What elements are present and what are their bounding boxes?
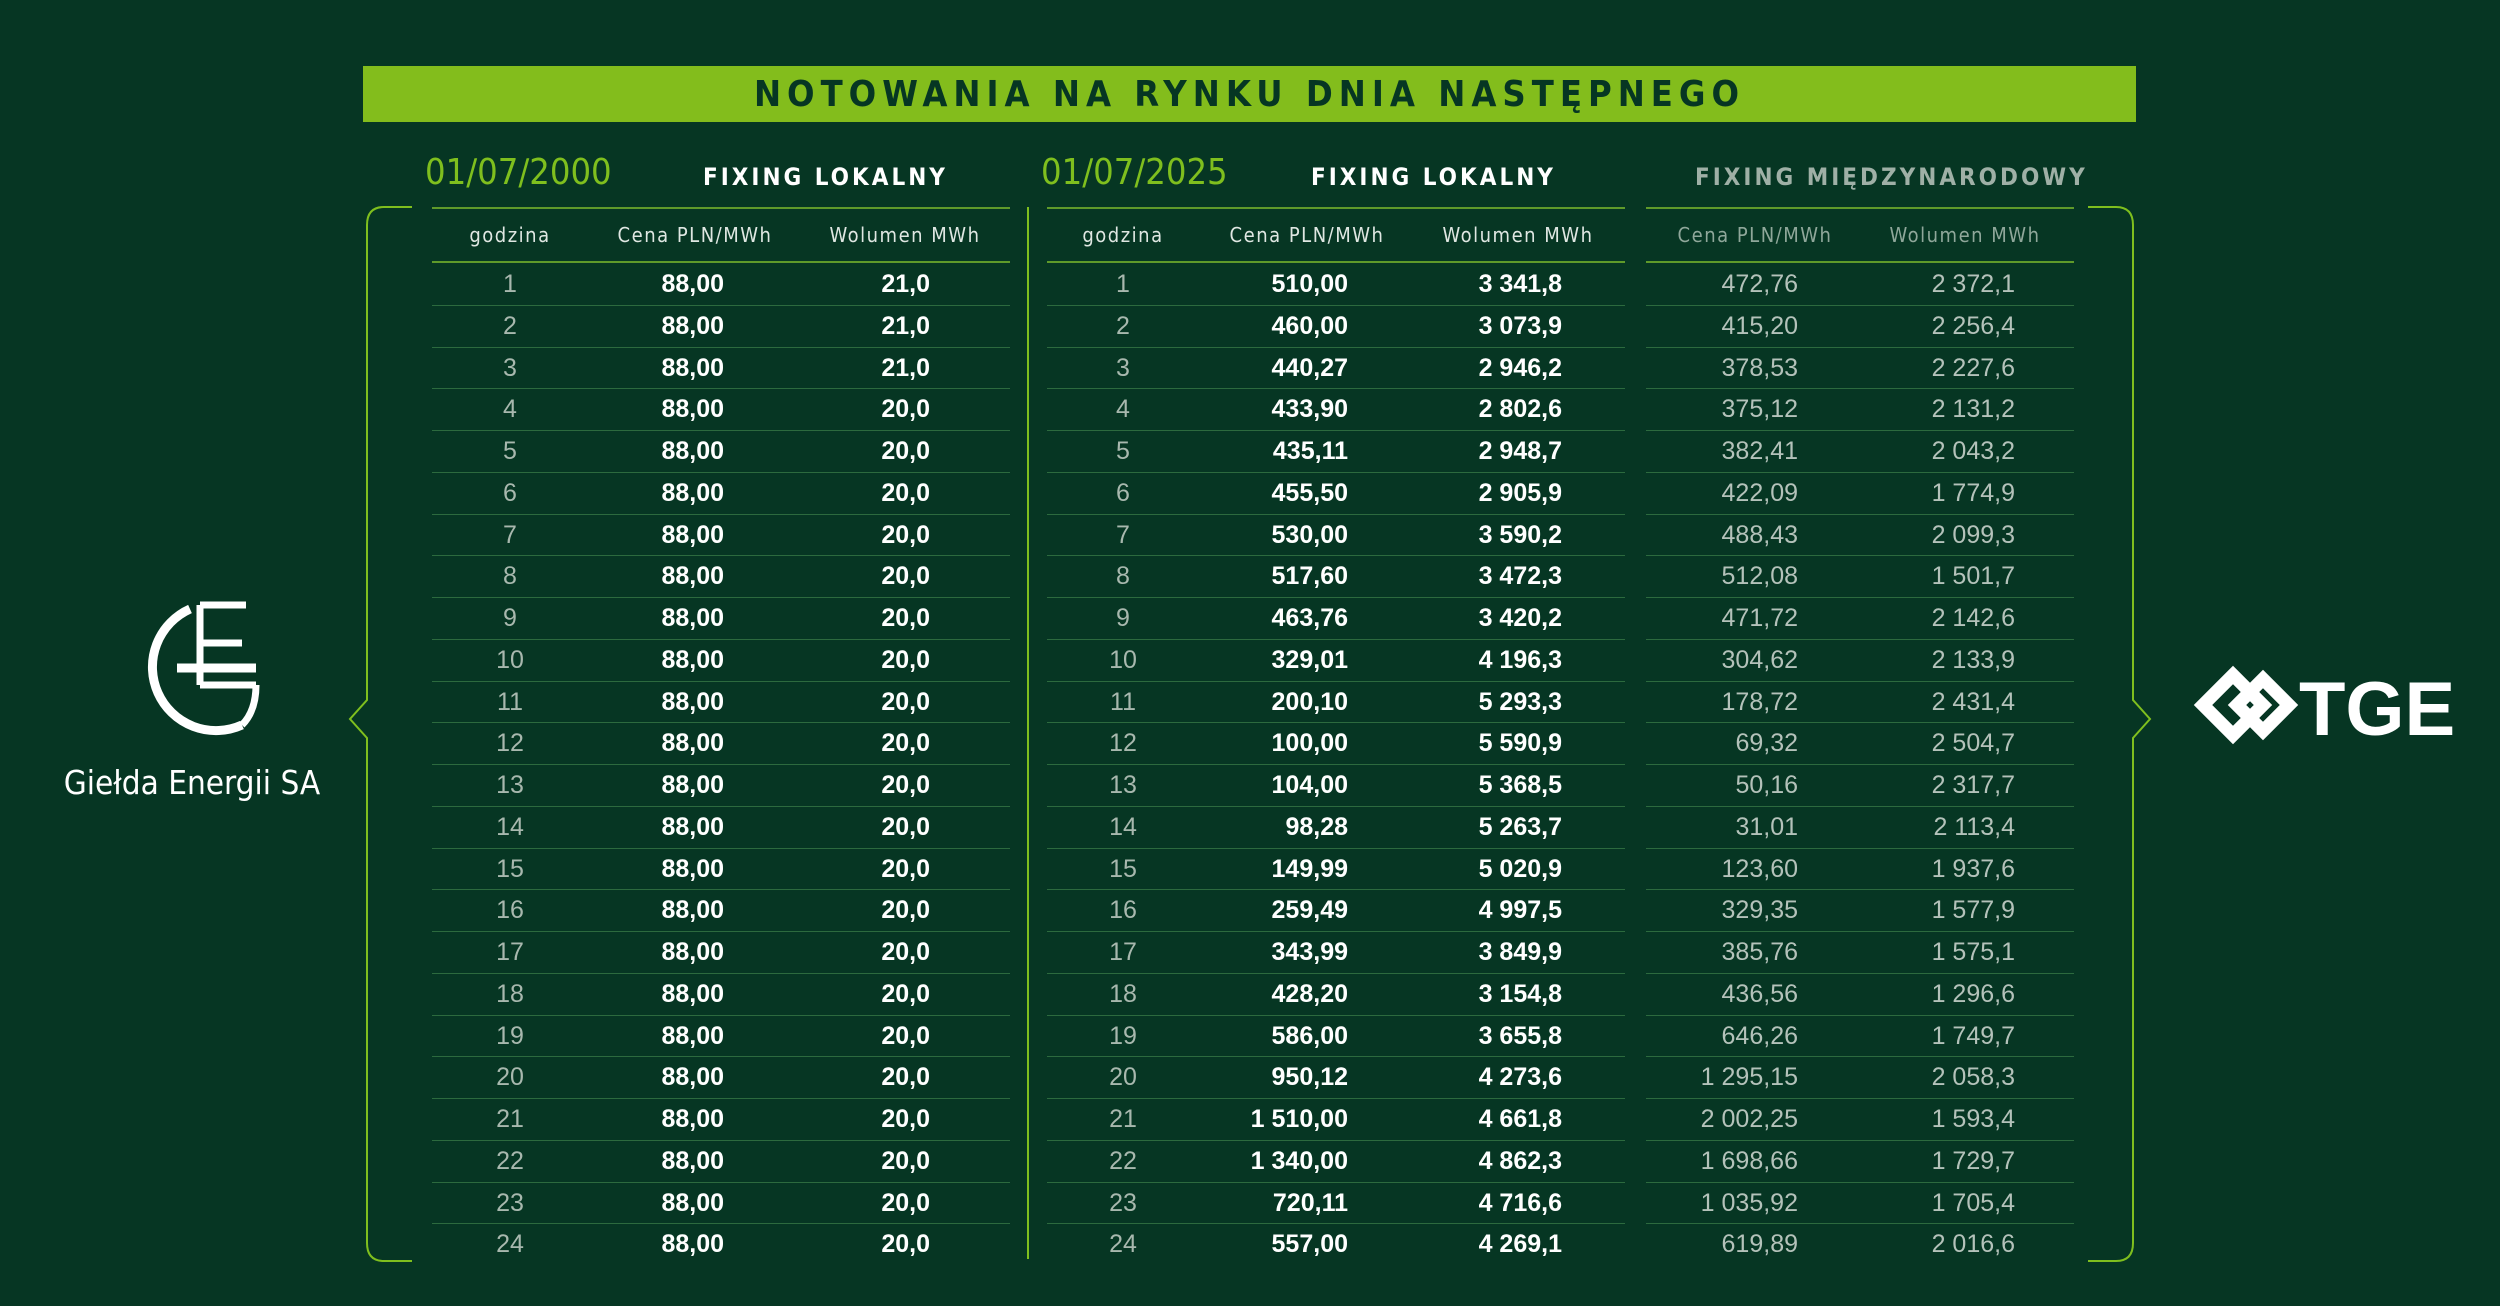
volume-cell: 4 997,5 (1478, 896, 1562, 925)
intl-price-cell: 69,32 (1735, 729, 1798, 758)
intl-volume-cell: 1 575,1 (1931, 938, 2015, 966)
volume-cell: 20,0 (881, 1063, 930, 1092)
price-cell: 1 340,00 (1250, 1146, 1348, 1175)
volume-cell: 5 293,3 (1478, 687, 1562, 716)
hour-cell: 22 (496, 1146, 524, 1175)
price-cell: 100,00 (1271, 729, 1348, 758)
intl-price-cell: 2 002,25 (1700, 1105, 1798, 1133)
price-cell: 88,00 (661, 645, 724, 674)
hour-cell: 10 (1109, 645, 1137, 674)
intl-price-cell: 1 698,66 (1700, 1146, 1798, 1175)
intl-volume-cell: 2 431,4 (1931, 687, 2015, 716)
price-cell: 329,01 (1271, 645, 1348, 674)
volume-cell: 20,0 (881, 938, 930, 966)
hour-cell: 13 (1109, 771, 1137, 799)
hour-cell: 4 (503, 395, 517, 424)
intl-volume-cell: 2 113,4 (1933, 812, 2015, 841)
hour-cell: 6 (1116, 478, 1130, 507)
hour-cell: 10 (496, 645, 524, 674)
price-cell: 88,00 (661, 1021, 724, 1050)
colhead-volume-2000: Wolumen MWh (829, 223, 981, 247)
intl-volume-cell: 1 705,4 (1931, 1188, 2015, 1217)
intl-price-cell: 436,56 (1721, 979, 1798, 1008)
hour-cell: 18 (1109, 979, 1137, 1008)
intl-price-cell: 50,16 (1735, 771, 1798, 799)
price-cell: 88,00 (661, 1063, 724, 1092)
price-cell: 88,00 (661, 604, 724, 632)
hour-cell: 11 (497, 687, 523, 716)
volume-cell: 20,0 (881, 645, 930, 674)
hour-cell: 7 (1116, 520, 1130, 549)
colhead-price-2000: Cena PLN/MWh (617, 223, 773, 247)
price-cell: 88,00 (661, 437, 724, 465)
volume-cell: 21,0 (881, 311, 930, 340)
hour-cell: 20 (496, 1063, 524, 1092)
volume-cell: 2 948,7 (1478, 437, 1562, 465)
hour-cell: 4 (1116, 395, 1130, 424)
hour-cell: 2 (1116, 311, 1130, 340)
volume-cell: 20,0 (881, 562, 930, 591)
intl-price-cell: 378,53 (1721, 353, 1798, 382)
left-brace (342, 205, 412, 1265)
price-cell: 88,00 (661, 1188, 724, 1217)
hour-cell: 24 (496, 1230, 524, 1259)
hour-cell: 17 (496, 938, 524, 966)
volume-cell: 20,0 (881, 812, 930, 841)
hour-cell: 22 (1109, 1146, 1137, 1175)
intl-volume-cell: 2 058,3 (1931, 1063, 2015, 1092)
section-title-2025: FIXING LOKALNY (1311, 163, 1556, 191)
price-cell: 586,00 (1271, 1021, 1348, 1050)
price-cell: 428,20 (1271, 979, 1348, 1008)
price-cell: 88,00 (661, 1146, 724, 1175)
intl-volume-cell: 1 937,6 (1931, 854, 2015, 883)
intl-volume-cell: 2 317,7 (1931, 771, 2015, 799)
volume-cell: 3 590,2 (1478, 520, 1562, 549)
date-2000: 01/07/2000 (425, 152, 612, 193)
volume-cell: 3 073,9 (1478, 311, 1562, 340)
volume-cell: 5 263,7 (1478, 812, 1562, 841)
intl-price-cell: 422,09 (1721, 478, 1798, 507)
intl-volume-cell: 1 729,7 (1931, 1146, 2015, 1175)
price-cell: 88,00 (661, 896, 724, 925)
price-cell: 259,49 (1271, 896, 1348, 925)
hour-cell: 19 (496, 1021, 524, 1050)
colhead-rule-intl (1646, 261, 2074, 263)
volume-cell: 3 420,2 (1478, 604, 1562, 632)
price-cell: 88,00 (661, 395, 724, 424)
intl-price-cell: 123,60 (1721, 854, 1798, 883)
price-cell: 88,00 (661, 729, 724, 758)
intl-volume-cell: 2 142,6 (1931, 604, 2015, 632)
price-cell: 88,00 (661, 687, 724, 716)
intl-volume-cell: 2 016,6 (1931, 1230, 2015, 1259)
tge-mark-icon (2193, 655, 2463, 755)
hour-cell: 3 (1116, 353, 1130, 382)
hour-cell: 18 (496, 979, 524, 1008)
price-cell: 343,99 (1271, 938, 1348, 966)
section-title-2000: FIXING LOKALNY (703, 163, 948, 191)
intl-price-cell: 471,72 (1721, 604, 1798, 632)
colhead-rule-2025 (1047, 261, 1625, 263)
volume-cell: 4 269,1 (1478, 1230, 1562, 1259)
price-cell: 433,90 (1271, 395, 1348, 424)
ge-logo-text: Giełda Energii SA (63, 763, 321, 802)
volume-cell: 20,0 (881, 437, 930, 465)
hour-cell: 3 (503, 353, 517, 382)
hour-cell: 8 (503, 562, 517, 591)
volume-cell: 20,0 (881, 729, 930, 758)
date-2025: 01/07/2025 (1041, 152, 1228, 193)
volume-cell: 5 590,9 (1478, 729, 1562, 758)
volume-cell: 2 946,2 (1478, 353, 1562, 382)
intl-volume-cell: 1 593,4 (1931, 1105, 2015, 1133)
hour-cell: 24 (1109, 1230, 1137, 1259)
volume-cell: 20,0 (881, 1105, 930, 1133)
hour-cell: 16 (496, 896, 524, 925)
hour-cell: 23 (496, 1188, 524, 1217)
volume-cell: 20,0 (881, 1146, 930, 1175)
hour-cell: 9 (503, 604, 517, 632)
volume-cell: 20,0 (881, 520, 930, 549)
price-cell: 557,00 (1271, 1230, 1348, 1259)
price-cell: 435,11 (1272, 437, 1348, 465)
intl-price-cell: 385,76 (1721, 938, 1798, 966)
price-cell: 88,00 (661, 1230, 724, 1259)
colhead-hour-2025: godzina (1082, 223, 1164, 247)
price-cell: 88,00 (661, 520, 724, 549)
price-cell: 88,00 (661, 812, 724, 841)
volume-cell: 20,0 (881, 1188, 930, 1217)
volume-cell: 20,0 (881, 896, 930, 925)
volume-cell: 20,0 (881, 395, 930, 424)
intl-volume-cell: 2 099,3 (1931, 520, 2015, 549)
price-cell: 950,12 (1271, 1063, 1348, 1092)
hour-cell: 9 (1116, 604, 1130, 632)
hour-cell: 17 (1109, 938, 1137, 966)
volume-cell: 4 196,3 (1478, 645, 1562, 674)
volume-cell: 4 273,6 (1478, 1063, 1562, 1092)
volume-cell: 3 472,3 (1478, 562, 1562, 591)
hour-cell: 13 (496, 771, 524, 799)
price-cell: 88,00 (661, 979, 724, 1008)
intl-volume-cell: 1 501,7 (1931, 562, 2015, 591)
colhead-volume-2025: Wolumen MWh (1442, 223, 1594, 247)
hour-cell: 6 (503, 478, 517, 507)
price-cell: 98,28 (1285, 812, 1348, 841)
volume-cell: 20,0 (881, 604, 930, 632)
intl-price-cell: 1 295,15 (1700, 1063, 1798, 1092)
price-cell: 88,00 (661, 1105, 724, 1133)
hour-cell: 15 (496, 854, 524, 883)
price-cell: 88,00 (661, 353, 724, 382)
intl-price-cell: 1 035,92 (1700, 1188, 1798, 1217)
hour-cell: 23 (1109, 1188, 1137, 1217)
price-cell: 149,99 (1271, 854, 1348, 883)
hour-cell: 14 (496, 812, 524, 841)
volume-cell: 2 905,9 (1478, 478, 1562, 507)
intl-price-cell: 329,35 (1721, 896, 1798, 925)
intl-price-cell: 382,41 (1721, 437, 1798, 465)
price-cell: 463,76 (1271, 604, 1348, 632)
intl-volume-cell: 1 577,9 (1931, 896, 2015, 925)
volume-cell: 20,0 (881, 687, 930, 716)
intl-volume-cell: 2 504,7 (1931, 729, 2015, 758)
intl-price-cell: 415,20 (1721, 311, 1798, 340)
section-rule-intl (1646, 207, 2074, 209)
price-cell: 88,00 (661, 938, 724, 966)
volume-cell: 4 661,8 (1478, 1105, 1562, 1133)
intl-price-cell: 619,89 (1721, 1230, 1798, 1259)
volume-cell: 4 862,3 (1478, 1146, 1562, 1175)
intl-volume-cell: 2 133,9 (1931, 645, 2015, 674)
volume-cell: 5 020,9 (1478, 854, 1562, 883)
price-cell: 88,00 (661, 562, 724, 591)
intl-price-cell: 512,08 (1721, 562, 1798, 591)
intl-volume-cell: 2 131,2 (1931, 395, 2015, 424)
hour-cell: 2 (503, 311, 517, 340)
intl-volume-cell: 2 227,6 (1931, 353, 2015, 382)
volume-cell: 20,0 (881, 1230, 930, 1259)
volume-cell: 20,0 (881, 478, 930, 507)
price-cell: 88,00 (661, 854, 724, 883)
hour-cell: 1 (1116, 270, 1130, 298)
section-title-intl: FIXING MIĘDZYNARODOWY (1695, 163, 2088, 191)
hour-cell: 12 (1109, 729, 1137, 758)
hour-cell: 16 (1109, 896, 1137, 925)
hour-cell: 5 (1116, 437, 1130, 465)
intl-price-cell: 31,01 (1735, 812, 1798, 841)
hour-cell: 15 (1109, 854, 1137, 883)
intl-price-cell: 375,12 (1721, 395, 1798, 424)
volume-cell: 20,0 (881, 854, 930, 883)
intl-price-cell: 304,62 (1721, 645, 1798, 674)
hour-cell: 7 (503, 520, 517, 549)
intl-volume-cell: 2 043,2 (1931, 437, 2015, 465)
colhead-volume-intl: Wolumen MWh (1889, 223, 2041, 247)
price-cell: 440,27 (1271, 353, 1348, 382)
price-cell: 720,11 (1272, 1188, 1348, 1217)
volume-cell: 21,0 (881, 353, 930, 382)
colhead-hour-2000: godzina (469, 223, 551, 247)
right-brace (2088, 205, 2158, 1265)
volume-cell: 3 154,8 (1478, 979, 1562, 1008)
intl-price-cell: 646,26 (1721, 1021, 1798, 1050)
hour-cell: 11 (1110, 687, 1136, 716)
colhead-price-2025: Cena PLN/MWh (1229, 223, 1385, 247)
price-cell: 1 510,00 (1250, 1105, 1348, 1133)
price-cell: 88,00 (661, 270, 724, 298)
price-cell: 517,60 (1271, 562, 1348, 591)
volume-cell: 20,0 (881, 771, 930, 799)
intl-volume-cell: 2 256,4 (1931, 311, 2015, 340)
volume-cell: 21,0 (881, 270, 930, 298)
table-separator (1027, 207, 1029, 1259)
volume-cell: 3 341,8 (1478, 270, 1562, 298)
title-banner (363, 66, 2136, 122)
intl-volume-cell: 1 749,7 (1931, 1021, 2015, 1050)
price-cell: 88,00 (661, 478, 724, 507)
section-rule-2025 (1047, 207, 1625, 209)
volume-cell: 4 716,6 (1478, 1188, 1562, 1217)
intl-volume-cell: 1 774,9 (1931, 478, 2015, 507)
volume-cell: 3 849,9 (1478, 938, 1562, 966)
volume-cell: 20,0 (881, 1021, 930, 1050)
volume-cell: 2 802,6 (1478, 395, 1562, 424)
price-cell: 88,00 (661, 311, 724, 340)
intl-price-cell: 472,76 (1721, 270, 1798, 298)
intl-volume-cell: 2 372,1 (1931, 270, 2015, 298)
price-cell: 455,50 (1271, 478, 1348, 507)
hour-cell: 12 (496, 729, 524, 758)
price-cell: 104,00 (1271, 771, 1348, 799)
price-cell: 200,10 (1271, 687, 1348, 716)
price-cell: 510,00 (1271, 270, 1348, 298)
volume-cell: 3 655,8 (1478, 1021, 1562, 1050)
volume-cell: 5 368,5 (1478, 771, 1562, 799)
hour-cell: 20 (1109, 1063, 1137, 1092)
section-rule-2000 (432, 207, 1010, 209)
hour-cell: 21 (1109, 1105, 1137, 1133)
hour-cell: 21 (496, 1105, 524, 1133)
price-cell: 530,00 (1271, 520, 1348, 549)
price-cell: 460,00 (1271, 311, 1348, 340)
hour-cell: 19 (1109, 1021, 1137, 1050)
intl-price-cell: 178,72 (1721, 687, 1798, 716)
hour-cell: 5 (503, 437, 517, 465)
hour-cell: 14 (1109, 812, 1137, 841)
tge-logo-text: TGE (2299, 667, 2456, 752)
intl-volume-cell: 1 296,6 (1931, 979, 2015, 1008)
intl-price-cell: 488,43 (1721, 520, 1798, 549)
hour-cell: 1 (503, 270, 517, 298)
colhead-price-intl: Cena PLN/MWh (1677, 223, 1833, 247)
colhead-rule-2000 (432, 261, 1010, 263)
price-cell: 88,00 (661, 771, 724, 799)
page-title: NOTOWANIA NA RYNKU DNIA NASTĘPNEGO (753, 73, 1746, 115)
hour-cell: 8 (1116, 562, 1130, 591)
volume-cell: 20,0 (881, 979, 930, 1008)
